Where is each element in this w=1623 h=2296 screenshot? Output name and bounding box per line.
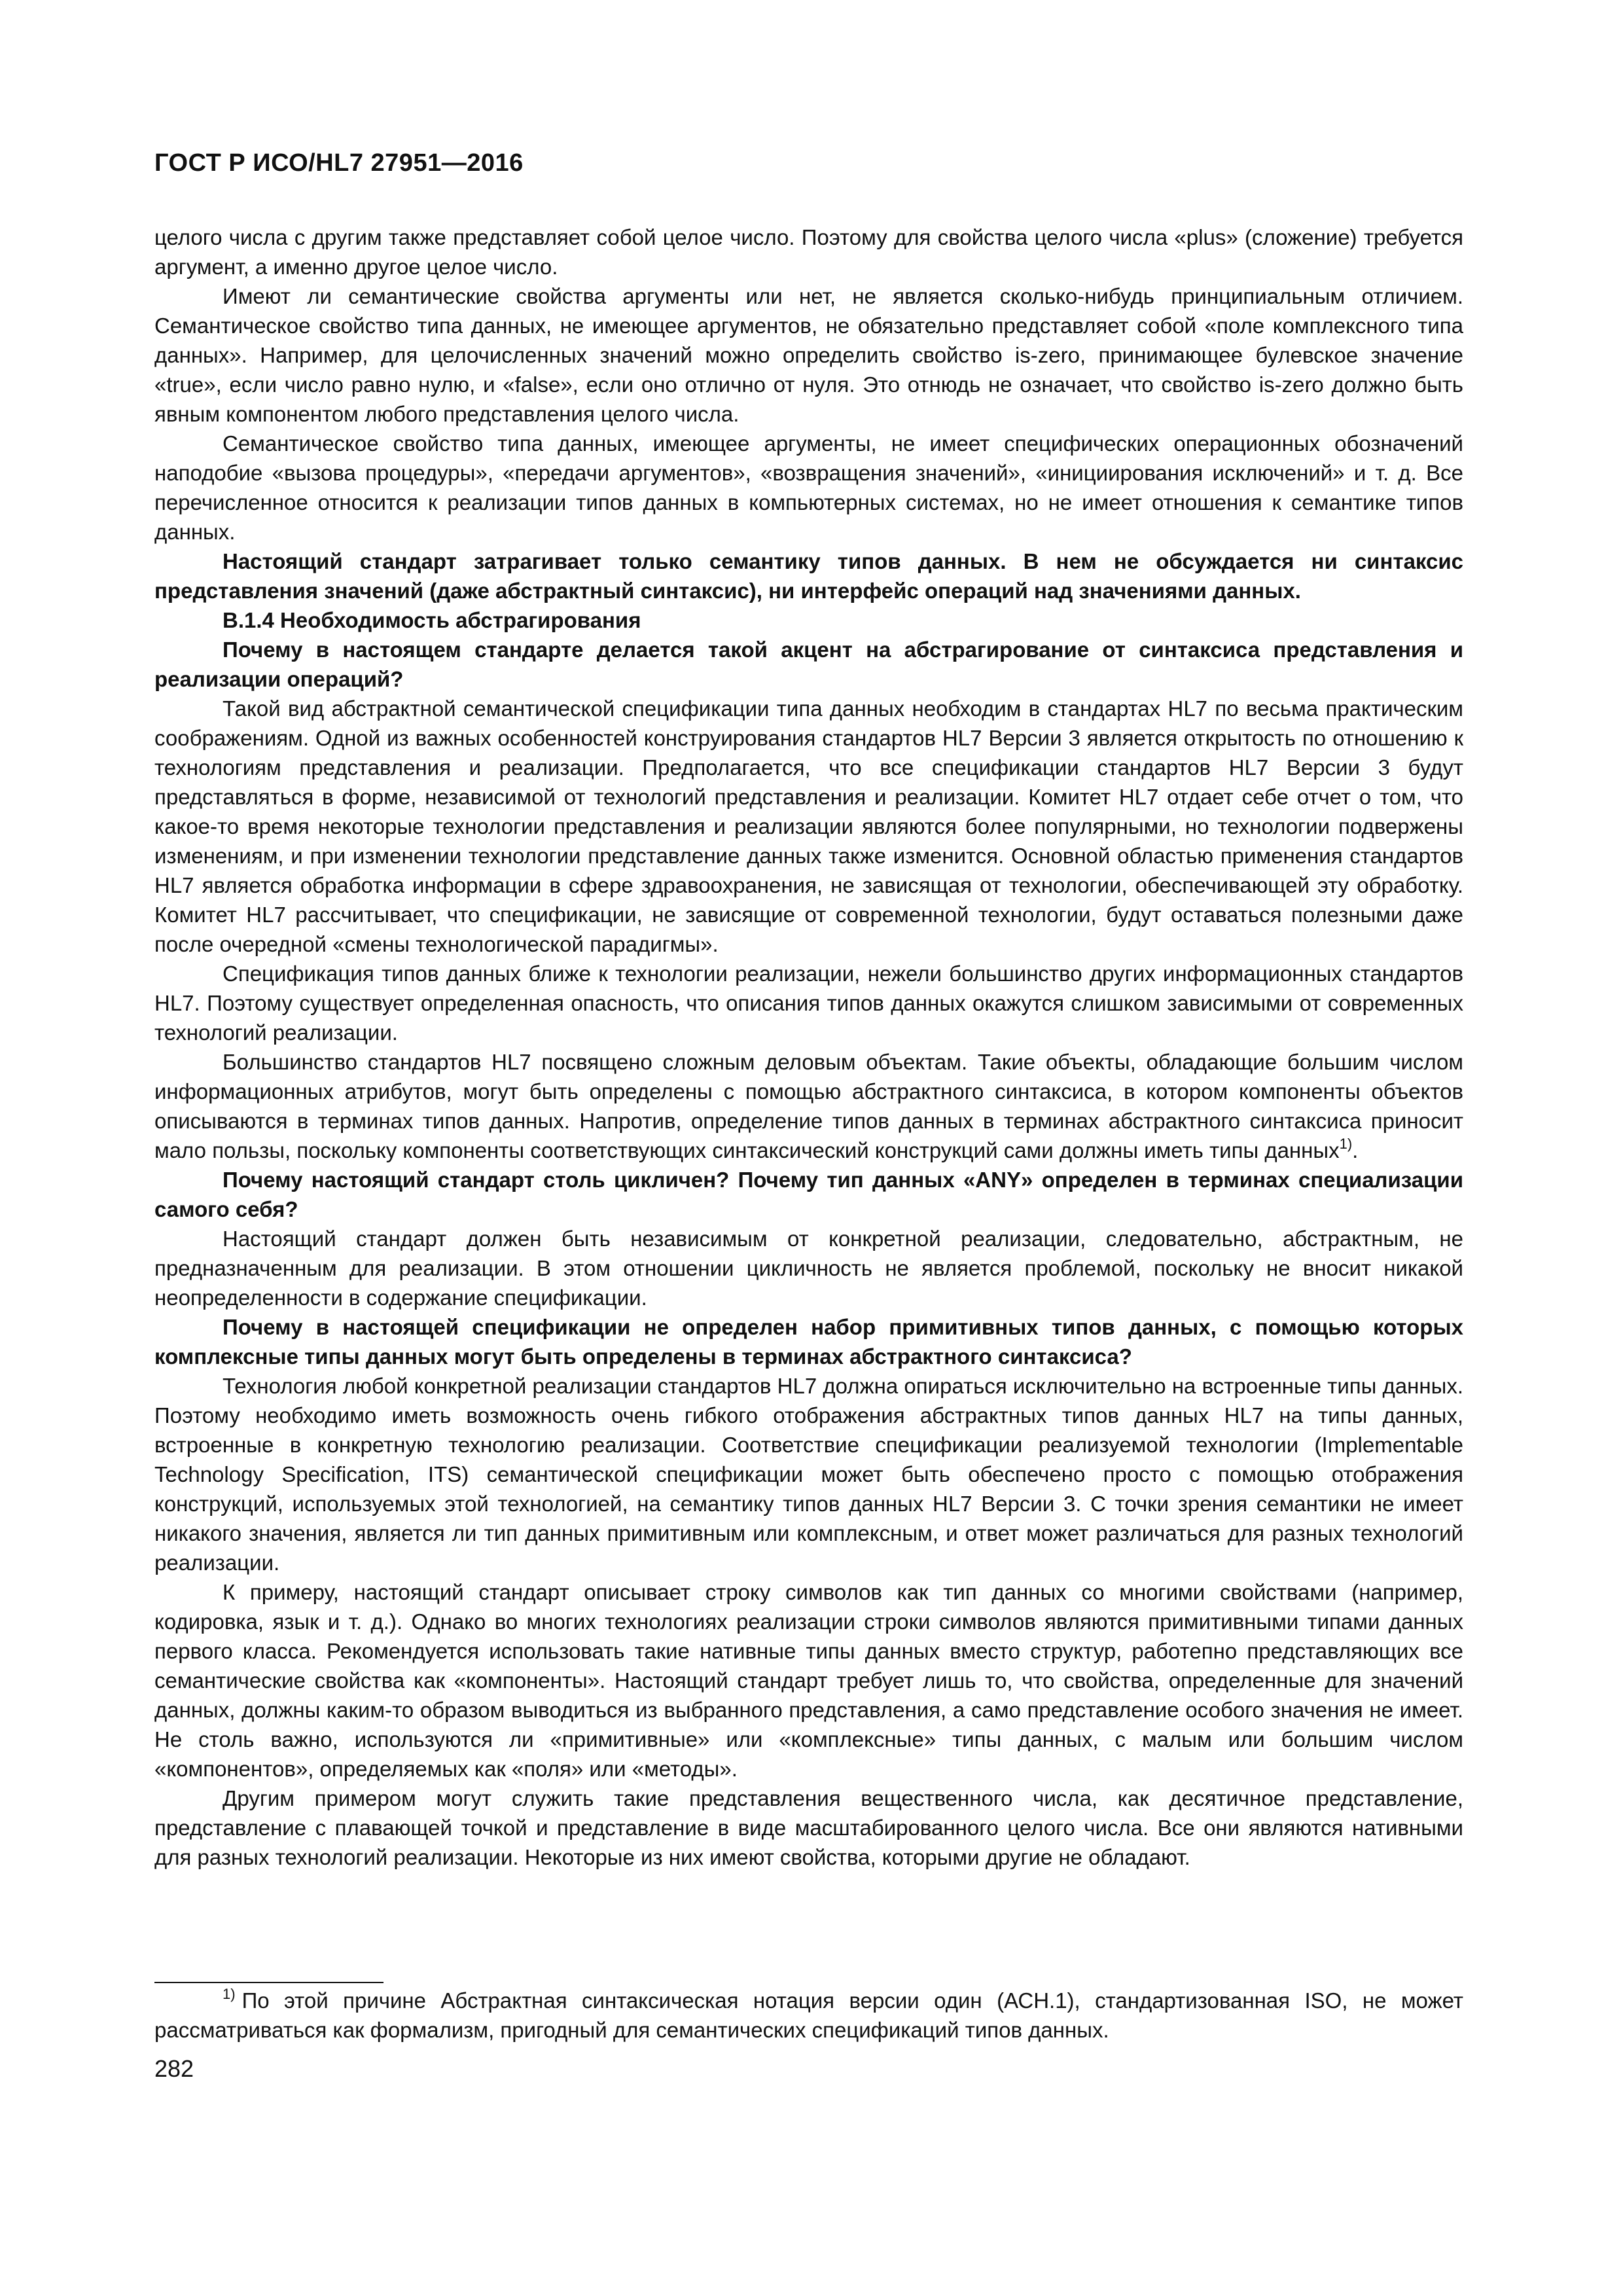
paragraph-8: Настоящий стандарт должен быть независимым от конкретной реализации, следовательно, абстрактным, не предназначенным для реализации. В этом отношении цикличность не является проблемой, поскольку не вносит никакой неопределенности в содержание спецификации. [154, 1227, 1463, 1310]
question-1: Почему в настоящем стандарте делается такой акцент на абстрагирование от синтаксиса представления и реализации операций? [154, 637, 1463, 691]
footnote-marker: 1) [223, 1986, 236, 2002]
paragraph-2: Имеют ли семантические свойства аргументы или нет, не является сколько-нибудь принципиальным отличием. Семантическое свойство типа данных, не имеющее аргументов, не обязательно представляет собой «поле комплексного типа данных». Например, для целочисленных значений можно определить свойство is-zero, принимающее булевское значение «true», если число равно нулю, и «false», если оно отлично от нуля. Это отнюдь не означает, что свойство is-zero должно быть явным компонентом любого представления целого числа. [154, 284, 1463, 426]
section-heading: В.1.4 Необходимость абстрагирования [223, 608, 641, 632]
paragraph-7-text: Большинство стандартов HL7 посвящено сложным деловым объектам. Такие объекты, обладающие большим числом информационных атрибутов, могут быть определены с помощью абстрактного синтаксиса, в котором компоненты объектов описываются в терминах типов данных. Напротив, определение типов данных в терминах абстрактного синтаксиса приносит мало пользы, поскольку компоненты соответствующих синтаксический конструкций сами должны иметь типы данных [154, 1050, 1463, 1162]
footnote [154, 1986, 1463, 2045]
paragraph-6: Спецификация типов данных ближе к технологии реализации, нежели большинство других информационных стандартов HL7. Поэтому существует определенная опасность, что описания типов данных окажутся слишком зависимыми от современных технологий реализации. [154, 961, 1463, 1045]
paragraph-10: К примеру, настоящий стандарт описывает строку символов как тип данных со многими свойствами (например, кодировка, язык и т. д.). Однако во многих технологиях реализации строки символов являются примитивными типами данных первого класса. Рекомендуется использовать такие нативные типы данных вместо структур, работепно представляющих все семантические свойства как «компоненты». Настоящий стандарт требует лишь то, что свойства, определенные для значений данных, должны каким-то образом выводиться из выбранного представления, а само представление особого значения не имеет. Не столь важно, используются ли «примитивные» или «комплексные» типы данных, с малым или большим числом «компонентов», определяемых как «поля» или «методы». [154, 1580, 1463, 1781]
footnote-paragraph [154, 1986, 1463, 2045]
paragraph-7-end: . [1352, 1138, 1359, 1162]
footnote-text: По этой причине Абстрактная синтаксическая нотация версии один (АСН.1), стандартизованная ISO, не может рассматриваться как формализм, пригодный для семантических спецификаций типов данных. [154, 1988, 1463, 2042]
question-3: Почему в настоящей спецификации не определен набор примитивных типов данных, с помощью которых комплексные типы данных могут быть определены в терминах абстрактного синтаксиса? [154, 1315, 1463, 1369]
paragraph-1: целого числа с другим также представляет собой целое число. Поэтому для свойства целого числа «plus» (сложение) требуется аргумент, а именно другое целое число. [154, 225, 1463, 279]
page-number: 282 [154, 2055, 194, 2082]
question-2: Почему настоящий стандарт столь цикличен? Почему тип данных «ANY» определен в терминах специализации самого себя? [154, 1168, 1463, 1221]
page-body [154, 223, 1463, 1872]
footnote-divider [154, 1982, 383, 1983]
paragraph-5: Такой вид абстрактной семантической спецификации типа данных необходим в стандартах HL7 по весьма практическим соображениям. Одной из важных особенностей конструирования стандартов HL7 Версии 3 является открытость по отношению к технологиям представления и реализации. Предполагается, что все спецификации стандартов HL7 Версии 3 будут представляться в форме, независимой от технологий представления и реализации. Комитет HL7 отдает себе отчет о том, что какое-то время некоторые технологии представления и реализации являются более популярными, но технологии подвержены изменениям, и при изменении технологии представление данных также изменится. Основной областью применения стандартов HL7 является обработка информации в сфере здравоохранения, не зависящая от технологии, обеспечивающей эту обработку. Комитет HL7 рассчитывает, что спецификации, не зависящие от современной технологии, будут оставаться полезными даже после очередной «смены технологической парадигмы». [154, 696, 1463, 956]
footnote-reference[interactable]: 1) [1339, 1136, 1353, 1152]
paragraph-3: Семантическое свойство типа данных, имеющее аргументы, не имеет специфических операционных обозначений наподобие «вызова процедуры», «передачи аргументов», «возвращения значений», «инициирования исключений» и т. д. Все перечисленное относится к реализации типов данных в компьютерных системах, но не имеет отношения к семантике типов данных. [154, 431, 1463, 544]
bold-statement: Настоящий стандарт затрагивает только семантику типов данных. В нем не обсуждается ни синтаксис представления значений (даже абстрактный синтаксис), ни интерфейс операций над значениями данных. [154, 549, 1463, 603]
paragraph-7 [154, 1047, 1463, 1165]
standard-header: ГОСТ Р ИСО/HL7 27951—2016 [154, 149, 524, 177]
paragraph-9: Технология любой конкретной реализации стандартов HL7 должна опираться исключительно на встроенные типы данных. Поэтому необходимо иметь возможность очень гибкого отображения абстрактных типов данных HL7 на типы данных, встроенные в конкретную технологию реализации. Соответствие спецификации реализуемой технологии (Implementable Technology Specification, ITS) семантической спецификации может быть обеспечено просто с помощью отображения конструкций, используемых этой технологией, на семантику типов данных HL7 Версии 3. С точки зрения семантики не имеет никакого значения, является ли тип данных примитивным или комплексным, и ответ может различаться для разных технологий реализации. [154, 1374, 1463, 1575]
paragraph-11: Другим примером могут служить такие представления вещественного числа, как десятичное представление, представление с плавающей точкой и представление в виде масштабированного целого числа. Все они являются нативными для разных технологий реализации. Некоторые из них имеют свойства, которыми другие не обладают. [154, 1786, 1463, 1869]
